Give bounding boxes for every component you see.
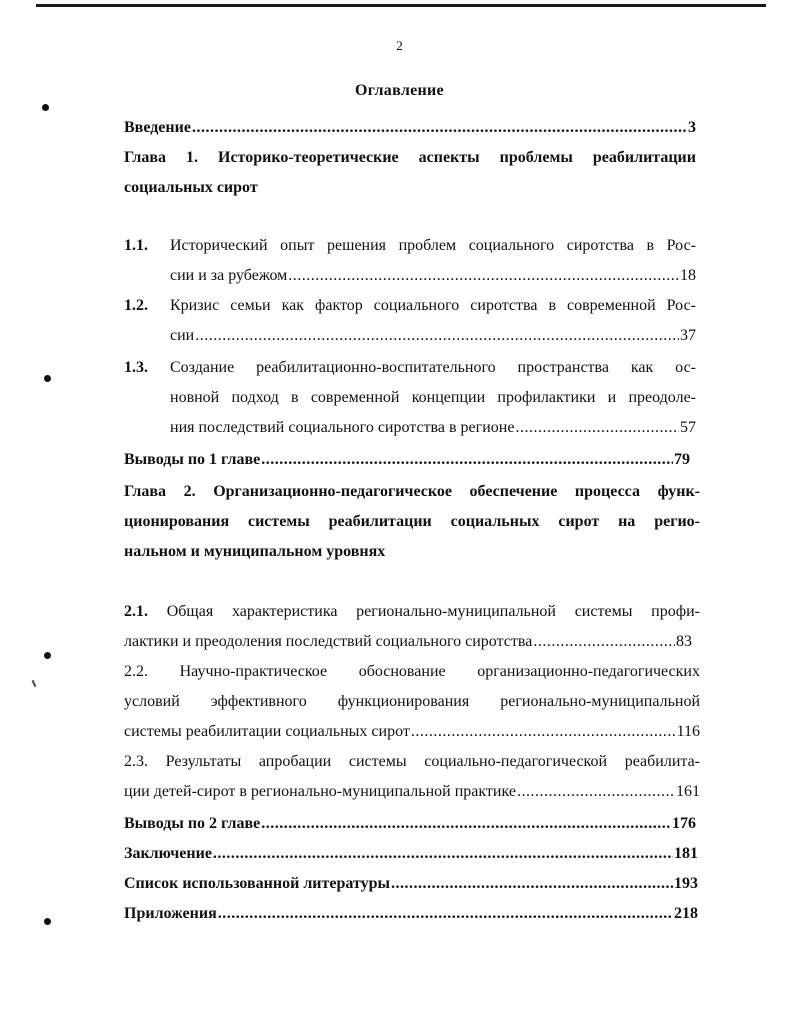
toc-entry-label: Выводы по 1 главе [124, 451, 261, 468]
dot-leader [411, 722, 676, 742]
page-number: 2 [396, 38, 403, 53]
dot-leader [213, 844, 673, 864]
toc-entry-page: 161 [676, 783, 700, 800]
binder-hole-mark [44, 375, 51, 382]
section-number: 1.3. [124, 359, 148, 376]
toc-entry-label: системы реабилитации социальных сирот [124, 723, 410, 740]
dot-leader [288, 266, 679, 286]
toc-entry-label: сии [170, 327, 195, 344]
dot-leader [391, 874, 673, 894]
section-number: 1.1. [124, 237, 148, 254]
binder-hole-mark [42, 104, 49, 111]
dot-leader [261, 814, 671, 834]
toc-entry-page: 181 [674, 845, 698, 862]
toc-entry-page: 116 [676, 723, 700, 740]
toc-entry-1-2-line-2[interactable] [170, 326, 696, 346]
toc-entry-2-3-line-2[interactable] [124, 782, 700, 802]
toc-entry-page: 79 [674, 451, 690, 468]
toc-entry-page: 83 [676, 633, 692, 650]
toc-entry-references[interactable] [124, 874, 698, 894]
binder-hole-mark [44, 918, 51, 925]
toc-entry-page: 37 [680, 327, 696, 344]
toc-entry-label: Список использованной литературы [124, 875, 390, 892]
toc-entry-label: лактики и преодоления последствий социального сиротства [124, 633, 533, 650]
dot-leader [517, 782, 675, 802]
toc-entry-2-2-line-3[interactable] [124, 722, 700, 742]
section-number: 2.1. [124, 603, 148, 620]
toc-entry-intro[interactable] [124, 118, 696, 138]
toc-entry-label: Общая характеристика регионально-муниципальной системы профи- [166, 603, 700, 620]
toc-entry-2-2-line-2[interactable]: условий эффективного функционирования регионально-муниципальной [124, 693, 700, 710]
toc-entry-conclusions-2[interactable] [124, 814, 696, 834]
toc-entry-page: 18 [680, 267, 696, 284]
toc-entry-label: ции детей-сирот в регионально-муниципальной практике [124, 783, 516, 800]
toc-entry-1-1-line-1[interactable]: Исторический опыт решения проблем социального сиротства в Рос- [170, 237, 696, 254]
toc-entry-label: ния последствий социального сиротства в регионе [170, 419, 515, 436]
chapter-2-heading-line-2[interactable]: ционирования системы реабилитации социальных сирот на регио- [124, 513, 700, 530]
toc-entry-2-1-line-2[interactable] [124, 632, 692, 652]
toc-entry-label: Приложения [124, 905, 217, 922]
toc-entry-label: Введение [124, 119, 191, 136]
chapter-2-heading-line-3[interactable]: нальном и муниципальном уровнях [124, 543, 386, 560]
toc-entry-label: сии и за рубежом [170, 267, 288, 284]
toc-entry-2-3-line-1[interactable]: 2.3. Результаты апробации системы социально-педагогической реабилита- [124, 753, 700, 770]
toc-entry-page: 3 [688, 119, 696, 136]
toc-entry-1-3-line-2[interactable]: новной подход в современной концепции профилактики и преодоле- [170, 389, 696, 406]
toc-entry-page: 193 [674, 875, 698, 892]
scan-speck [32, 680, 37, 687]
dot-leader [192, 118, 687, 138]
toc-entry-2-1-line-1[interactable] [124, 602, 700, 622]
toc-entry-page: 57 [680, 419, 696, 436]
toc-entry-page: 218 [674, 905, 698, 922]
chapter-1-heading-line-1[interactable]: Глава 1. Историко-теоретические аспекты проблемы реабилитации [124, 149, 696, 166]
toc-entry-label: Заключение [124, 845, 212, 862]
dot-leader [195, 326, 679, 346]
toc-entry-2-2-line-1[interactable]: 2.2. Научно-практическое обоснование организационно-педагогических [124, 663, 700, 680]
toc-entry-page: 176 [672, 815, 696, 832]
chapter-1-heading-line-2[interactable]: социальных сирот [124, 179, 258, 196]
toc-entry-label: Выводы по 2 главе [124, 815, 261, 832]
toc-entry-1-3-line-3[interactable] [170, 418, 696, 438]
toc-entry-1-2-line-1[interactable]: Кризис семьи как фактор социального сиротства в современной Рос- [170, 297, 696, 314]
dot-leader [533, 632, 675, 652]
page-title: Оглавление [355, 82, 444, 99]
section-number: 1.2. [124, 297, 148, 314]
scan-top-border [36, 4, 766, 7]
dot-leader [218, 904, 673, 924]
toc-entry-conclusions-1[interactable] [124, 450, 690, 470]
toc-entry-1-3-line-1[interactable]: Создание реабилитационно-воспитательного пространства как ос- [170, 359, 696, 376]
toc-entry-conclusion[interactable] [124, 844, 698, 864]
toc-entry-1-1-line-2[interactable] [170, 266, 696, 286]
binder-hole-mark [44, 652, 51, 659]
dot-leader [515, 418, 679, 438]
chapter-2-heading-line-1[interactable]: Глава 2. Организационно-педагогическое обеспечение процесса функ- [124, 483, 700, 500]
toc-entry-appendix[interactable] [124, 904, 698, 924]
dot-leader [261, 450, 673, 470]
